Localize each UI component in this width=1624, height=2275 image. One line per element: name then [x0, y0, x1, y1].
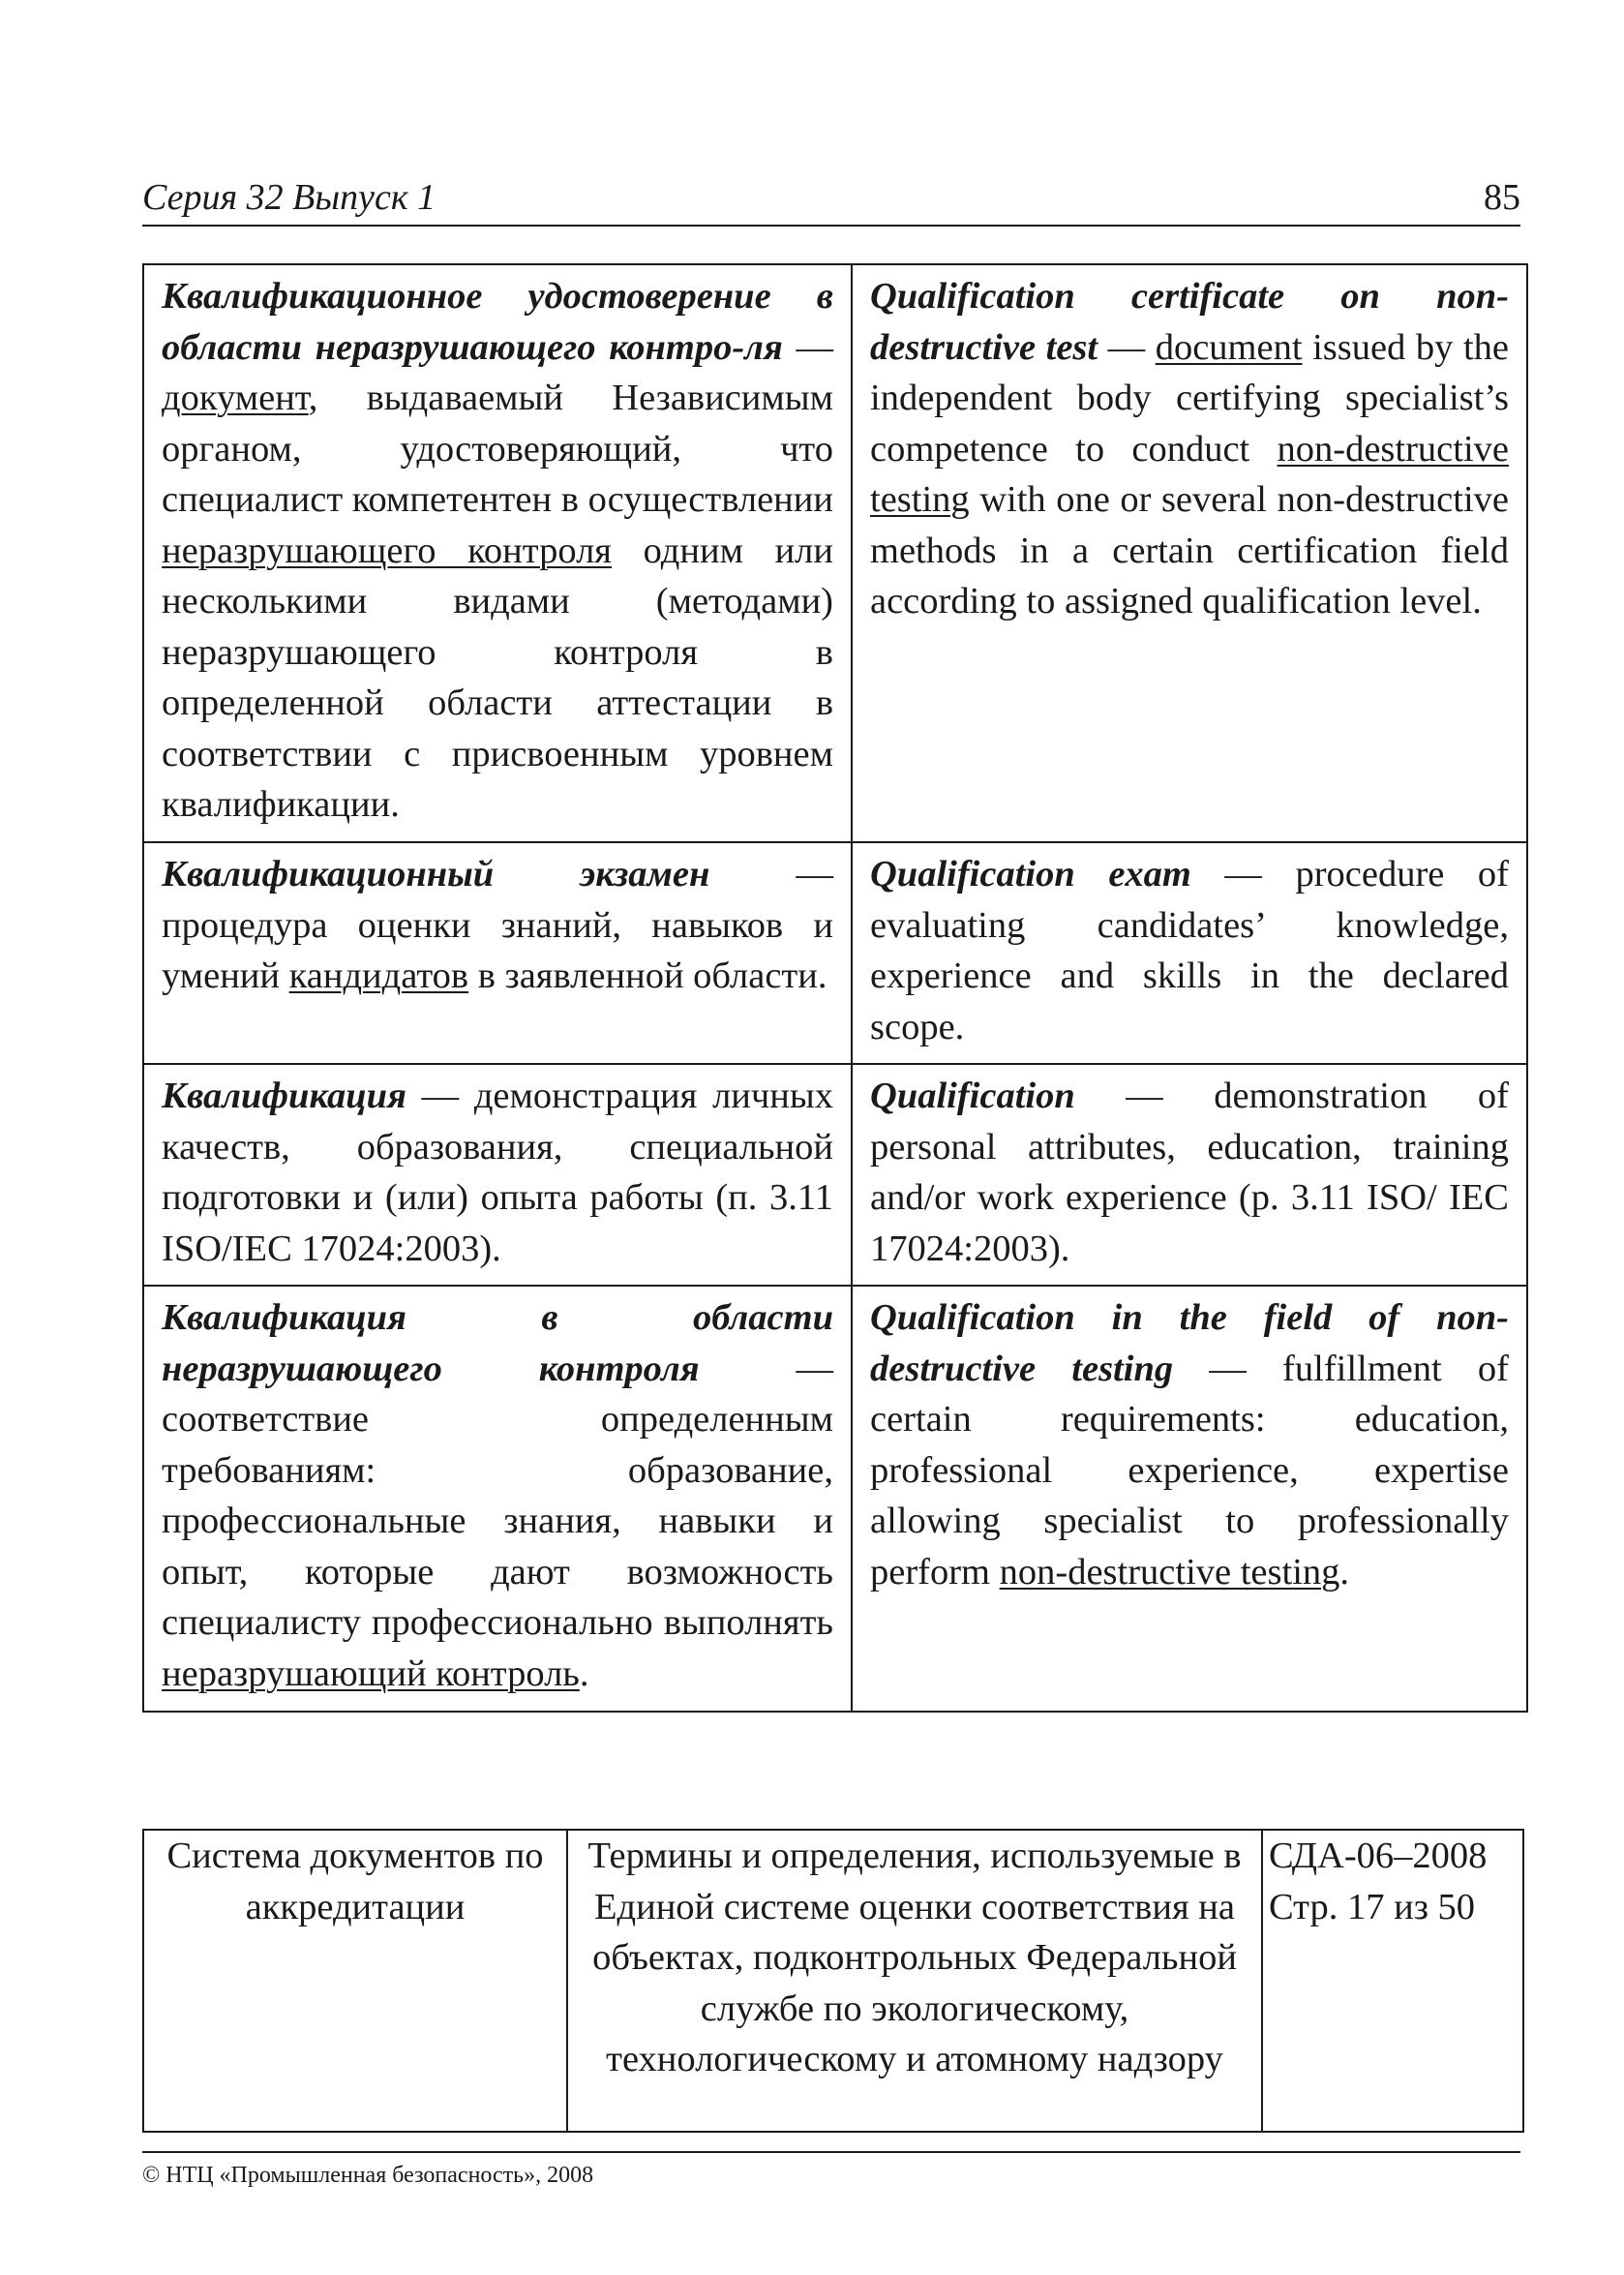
term-ru-cell: [143, 1286, 852, 1712]
term-ru-name: Квалификационный экзамен: [162, 854, 710, 895]
term-en-cell: [852, 264, 1527, 842]
term-link[interactable]: document: [1155, 326, 1303, 368]
term-en-cell: [852, 842, 1527, 1064]
dash: —: [1173, 1348, 1283, 1389]
term-ru-definition: одним или несколькими видами (методами) неразрушающего контроля в определенной области аттестации в соответствии с присвоенным уровнем квалификации.: [162, 530, 833, 825]
term-ru-name: Квалификация в области неразрушающего контроля: [162, 1297, 833, 1389]
series-title: Серия 32 Выпуск 1: [142, 177, 436, 218]
term-en-cell: [852, 1064, 1527, 1286]
term-ru-definition: , выдаваемый Независимым органом, удостоверяющий, что специалист компетентен в осуществлении: [162, 378, 833, 520]
term-en-name: Qualification in the field of non-destructive testing: [870, 1297, 1509, 1389]
term-row: [143, 1286, 1527, 1712]
footer-box-row: [143, 1830, 1523, 2132]
dash: —: [699, 1348, 834, 1389]
term-en-cell: [852, 1286, 1527, 1712]
term-link[interactable]: документ: [162, 378, 309, 418]
term-en-definition: issued by the independent body certifying specialist’s competence to conduct: [870, 326, 1509, 470]
page-number: 85: [1484, 177, 1520, 218]
running-header: [142, 176, 1520, 227]
term-row: [143, 842, 1527, 1064]
doc-code: СДА-06–2008: [1269, 1835, 1488, 1876]
term-row: [143, 1064, 1527, 1286]
term-ru-definition: в заявленной области.: [468, 956, 827, 996]
term-ru-cell: [143, 264, 852, 842]
copyright: © НТЦ «Промышленная безопасность», 2008: [142, 2163, 594, 2188]
term-link[interactable]: неразрушающего контроля: [162, 530, 612, 571]
term-en-name: Qualification exam: [870, 854, 1191, 895]
term-en-definition: demonstration of personal attributes, education, training and/or work experience (p. 3.11 ISO/ IEC 17024:2003).: [870, 1076, 1509, 1269]
document-footer-box: [142, 1829, 1524, 2133]
terms-table: [142, 263, 1528, 1713]
term-en-definition: fulfillment of certain requirements: education, professional experience, expertise allowing specialist to professionally perform: [870, 1348, 1509, 1592]
term-link[interactable]: неразрушающий контроль: [162, 1653, 580, 1694]
doc-title-cell: Термины и определения, используемые в Единой системе оценки соответствия на объектах, подконтрольных Федеральной службе по экологическому, технологическому и атомному надзору: [567, 1830, 1262, 2132]
term-link[interactable]: non-destructive testing: [870, 428, 1509, 520]
term-ru-cell: [143, 1064, 852, 1286]
term-ru-definition: .: [579, 1653, 589, 1694]
term-ru-cell: [143, 842, 852, 1064]
dash: —: [1074, 1076, 1215, 1116]
term-ru-name: Квалификация: [162, 1076, 406, 1116]
term-en-name: Qualification: [870, 1076, 1075, 1116]
footer-rule: [142, 2151, 1520, 2153]
term-ru-name: Квалификационное удостоверение в области неразрушающего контро-ля: [162, 276, 833, 368]
term-ru-definition: процедура оценки знаний, навыков и умений: [162, 904, 833, 996]
doc-code-cell: [1262, 1830, 1523, 2132]
term-ru-definition: соответствие определенным требованиям: образование, профессиональные знания, навыки и опыт, которые дают возможность специалисту профессионально выполнять: [162, 1399, 833, 1643]
dash: —: [406, 1076, 474, 1116]
dash: —: [1098, 326, 1156, 368]
dash: —: [1190, 854, 1296, 895]
term-en-name: Qualification certificate on non-destructive test: [870, 276, 1509, 368]
term-en-definition: procedure of evaluating candidates’ knowledge, experience and skills in the declared scope.: [870, 854, 1509, 1047]
dash: —: [782, 326, 833, 368]
term-ru-definition: демонстрация личных качеств, образования, специальной подготовки и (или) опыта работы (п. 3.11 ISO/IEC 17024:2003).: [162, 1076, 833, 1269]
term-en-definition: with one or several non-destructive methods in a certain certification field according to assigned qualification level.: [870, 479, 1509, 622]
term-row: [143, 264, 1527, 842]
term-en-definition: .: [1339, 1551, 1350, 1592]
term-link[interactable]: кандидатов: [288, 956, 469, 996]
term-link[interactable]: non-destructive testing: [999, 1551, 1340, 1592]
dash: —: [709, 854, 833, 895]
doc-page-count: Стр. 17 из 50: [1269, 1886, 1476, 1927]
doc-system-cell: Система документов по аккредитации: [143, 1830, 567, 2132]
